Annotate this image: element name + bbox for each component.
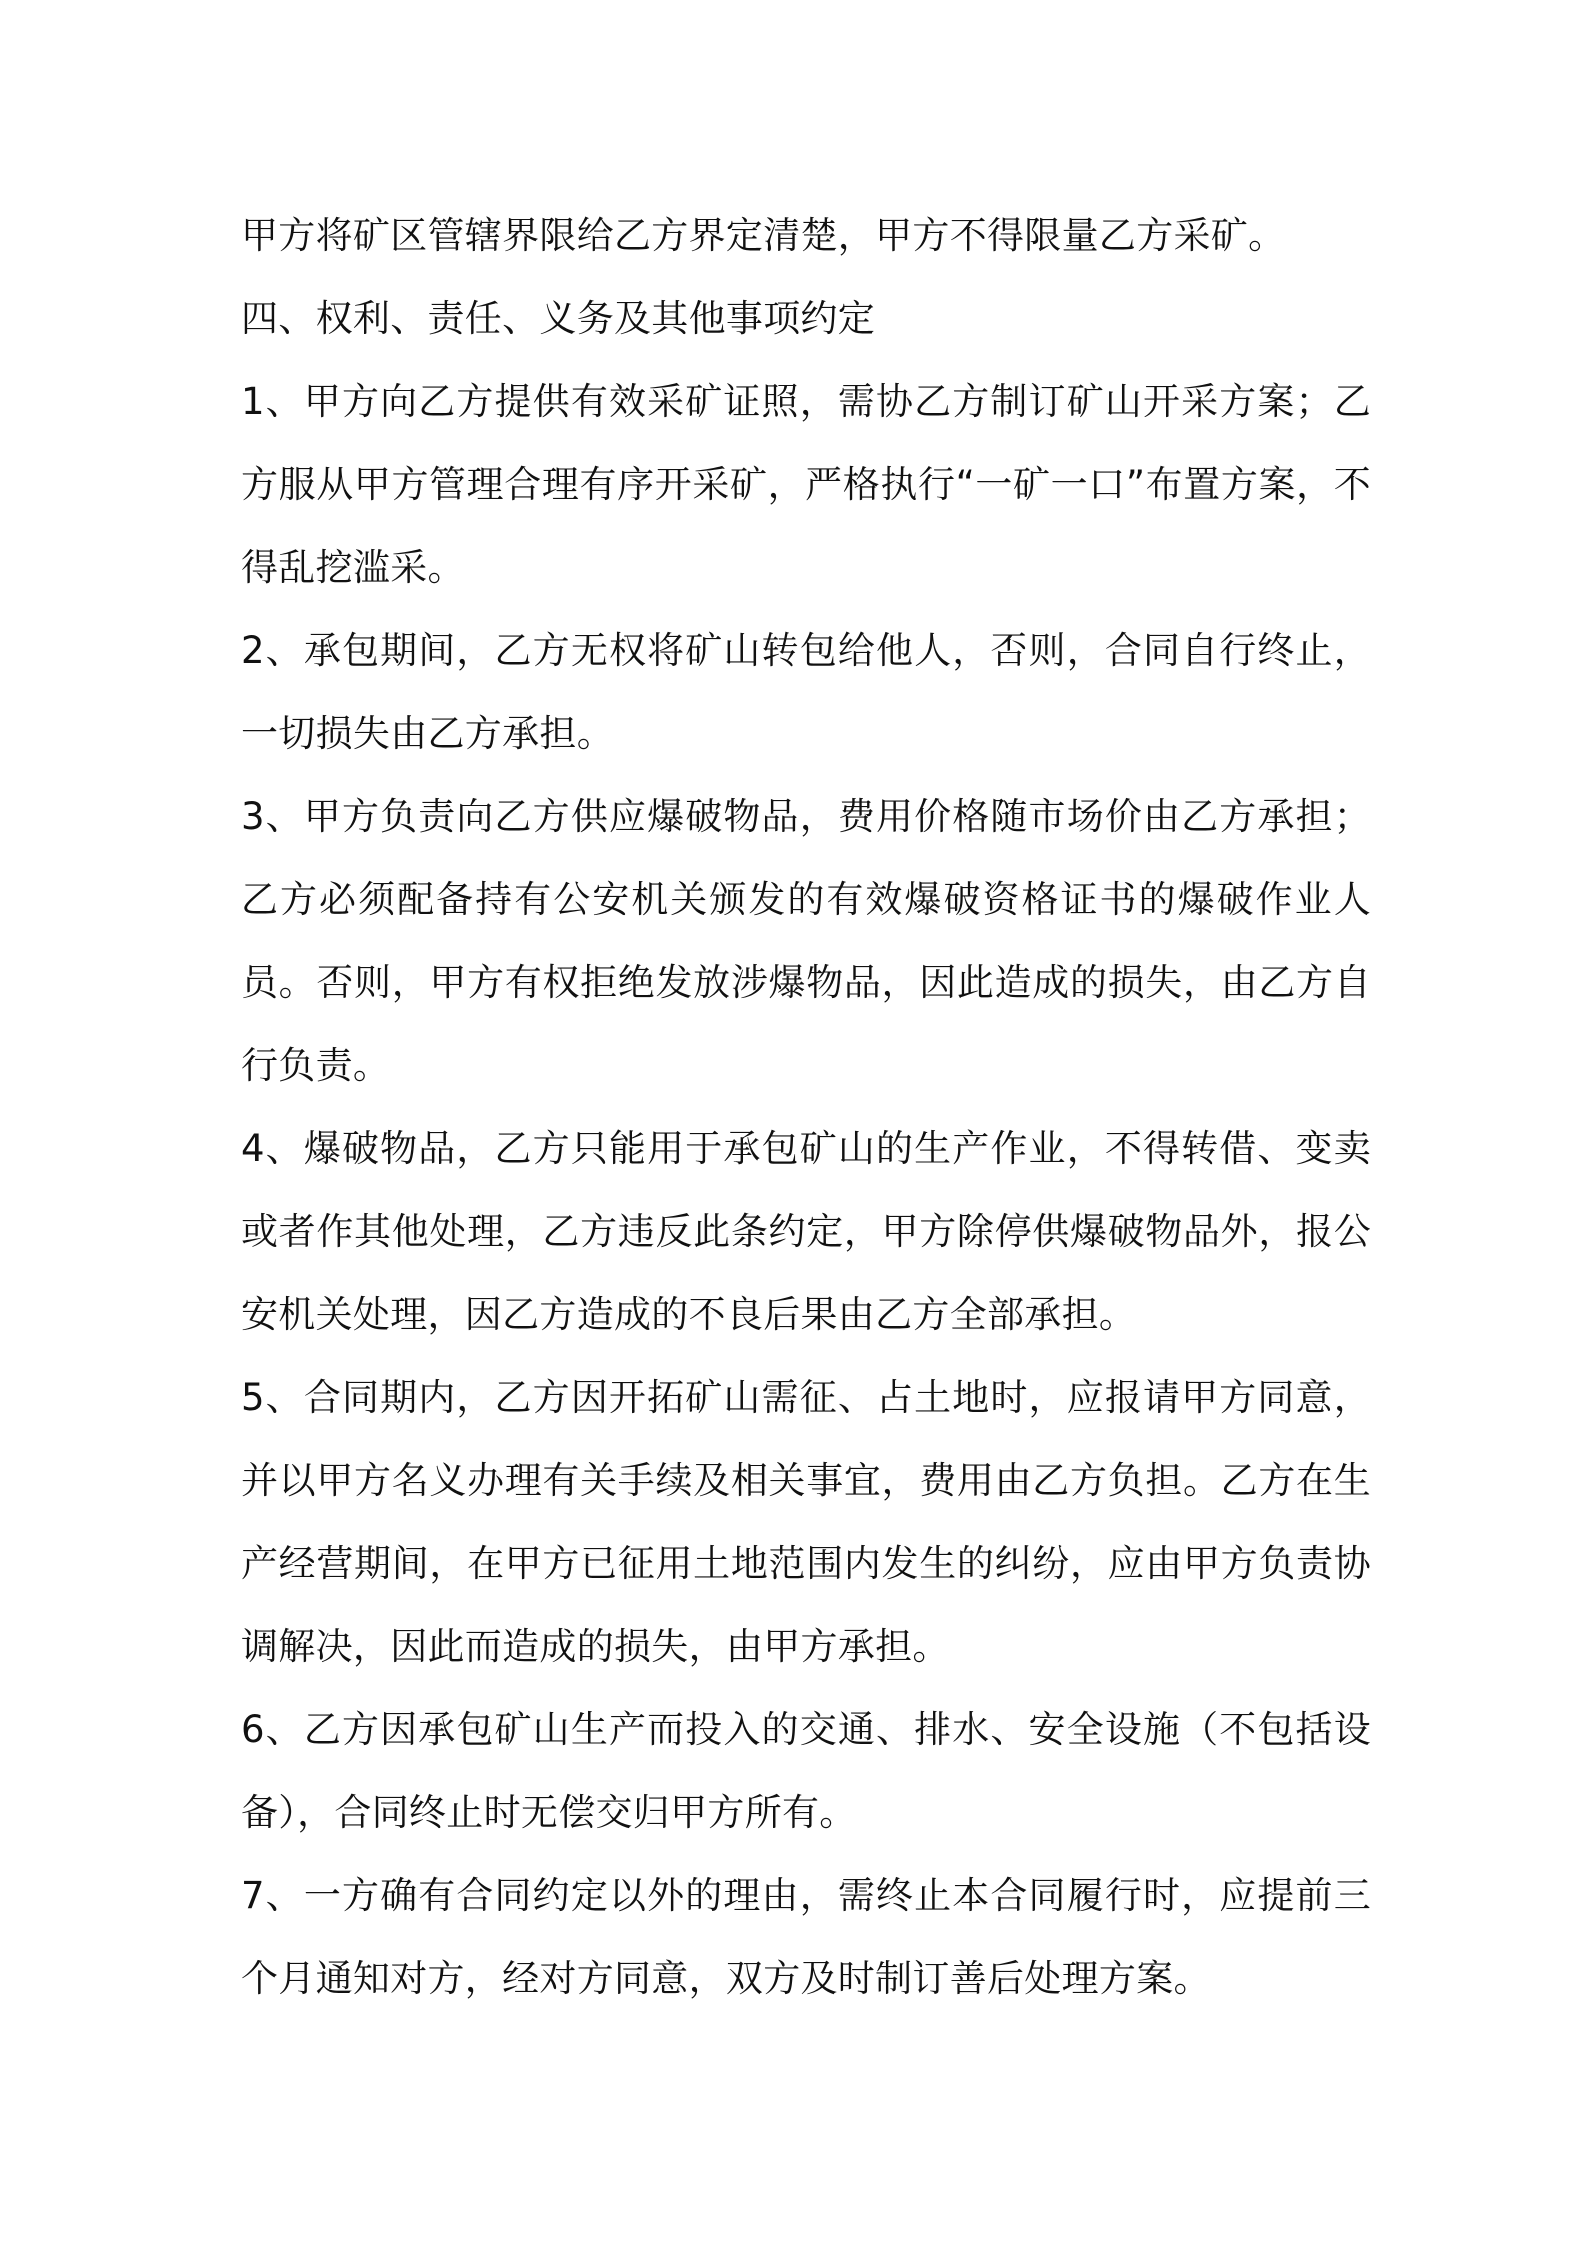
clause-1: 1、甲方向乙方提供有效采矿证照，需协乙方制订矿山开采方案；乙方服从甲方管理合理有序开采矿，严格执行“一矿一口”布置方案，不得乱挖滥采。: [241, 380, 1371, 589]
clause-2: 2、承包期间，乙方无权将矿山转包给他人，否则，合同自行终止，一切损失由乙方承担。: [241, 629, 1371, 755]
clause-6: 6、乙方因承包矿山生产而投入的交通、排水、安全设施（不包括设备），合同终止时无偿交归甲方所有。: [241, 1708, 1371, 1834]
clause-3: 3、甲方负责向乙方供应爆破物品，费用价格随市场价由乙方承担；乙方必须配备持有公安机关颁发的有效爆破资格证书的爆破作业人员。否则，甲方有权拒绝发放涉爆物品，因此造成的损失，由乙方自行负责。: [241, 795, 1371, 1087]
section-heading-rights: 四、权利、责任、义务及其他事项约定: [241, 297, 876, 340]
clause-5: 5、合同期内，乙方因开拓矿山需征、占土地时，应报请甲方同意，并以甲方名义办理有关手续及相关事宜，费用由乙方负担。乙方在生产经营期间，在甲方已征用土地范围内发生的纠纷，应由甲方负责协调解决，因此而造成的损失，由甲方承担。: [241, 1376, 1371, 1668]
clause-7: 7、一方确有合同约定以外的理由，需终止本合同履行时，应提前三个月通知对方，经对方同意，双方及时制订善后处理方案。: [241, 1874, 1371, 2000]
paragraph-scope: 甲方将矿区管辖界限给乙方界定清楚，甲方不得限量乙方采矿。: [241, 214, 1286, 257]
document-body: [241, 194, 1371, 2020]
clause-4: 4、爆破物品，乙方只能用于承包矿山的生产作业，不得转借、变卖或者作其他处理，乙方违反此条约定，甲方除停供爆破物品外，报公安机关处理，因乙方造成的不良后果由乙方全部承担。: [241, 1127, 1371, 1336]
